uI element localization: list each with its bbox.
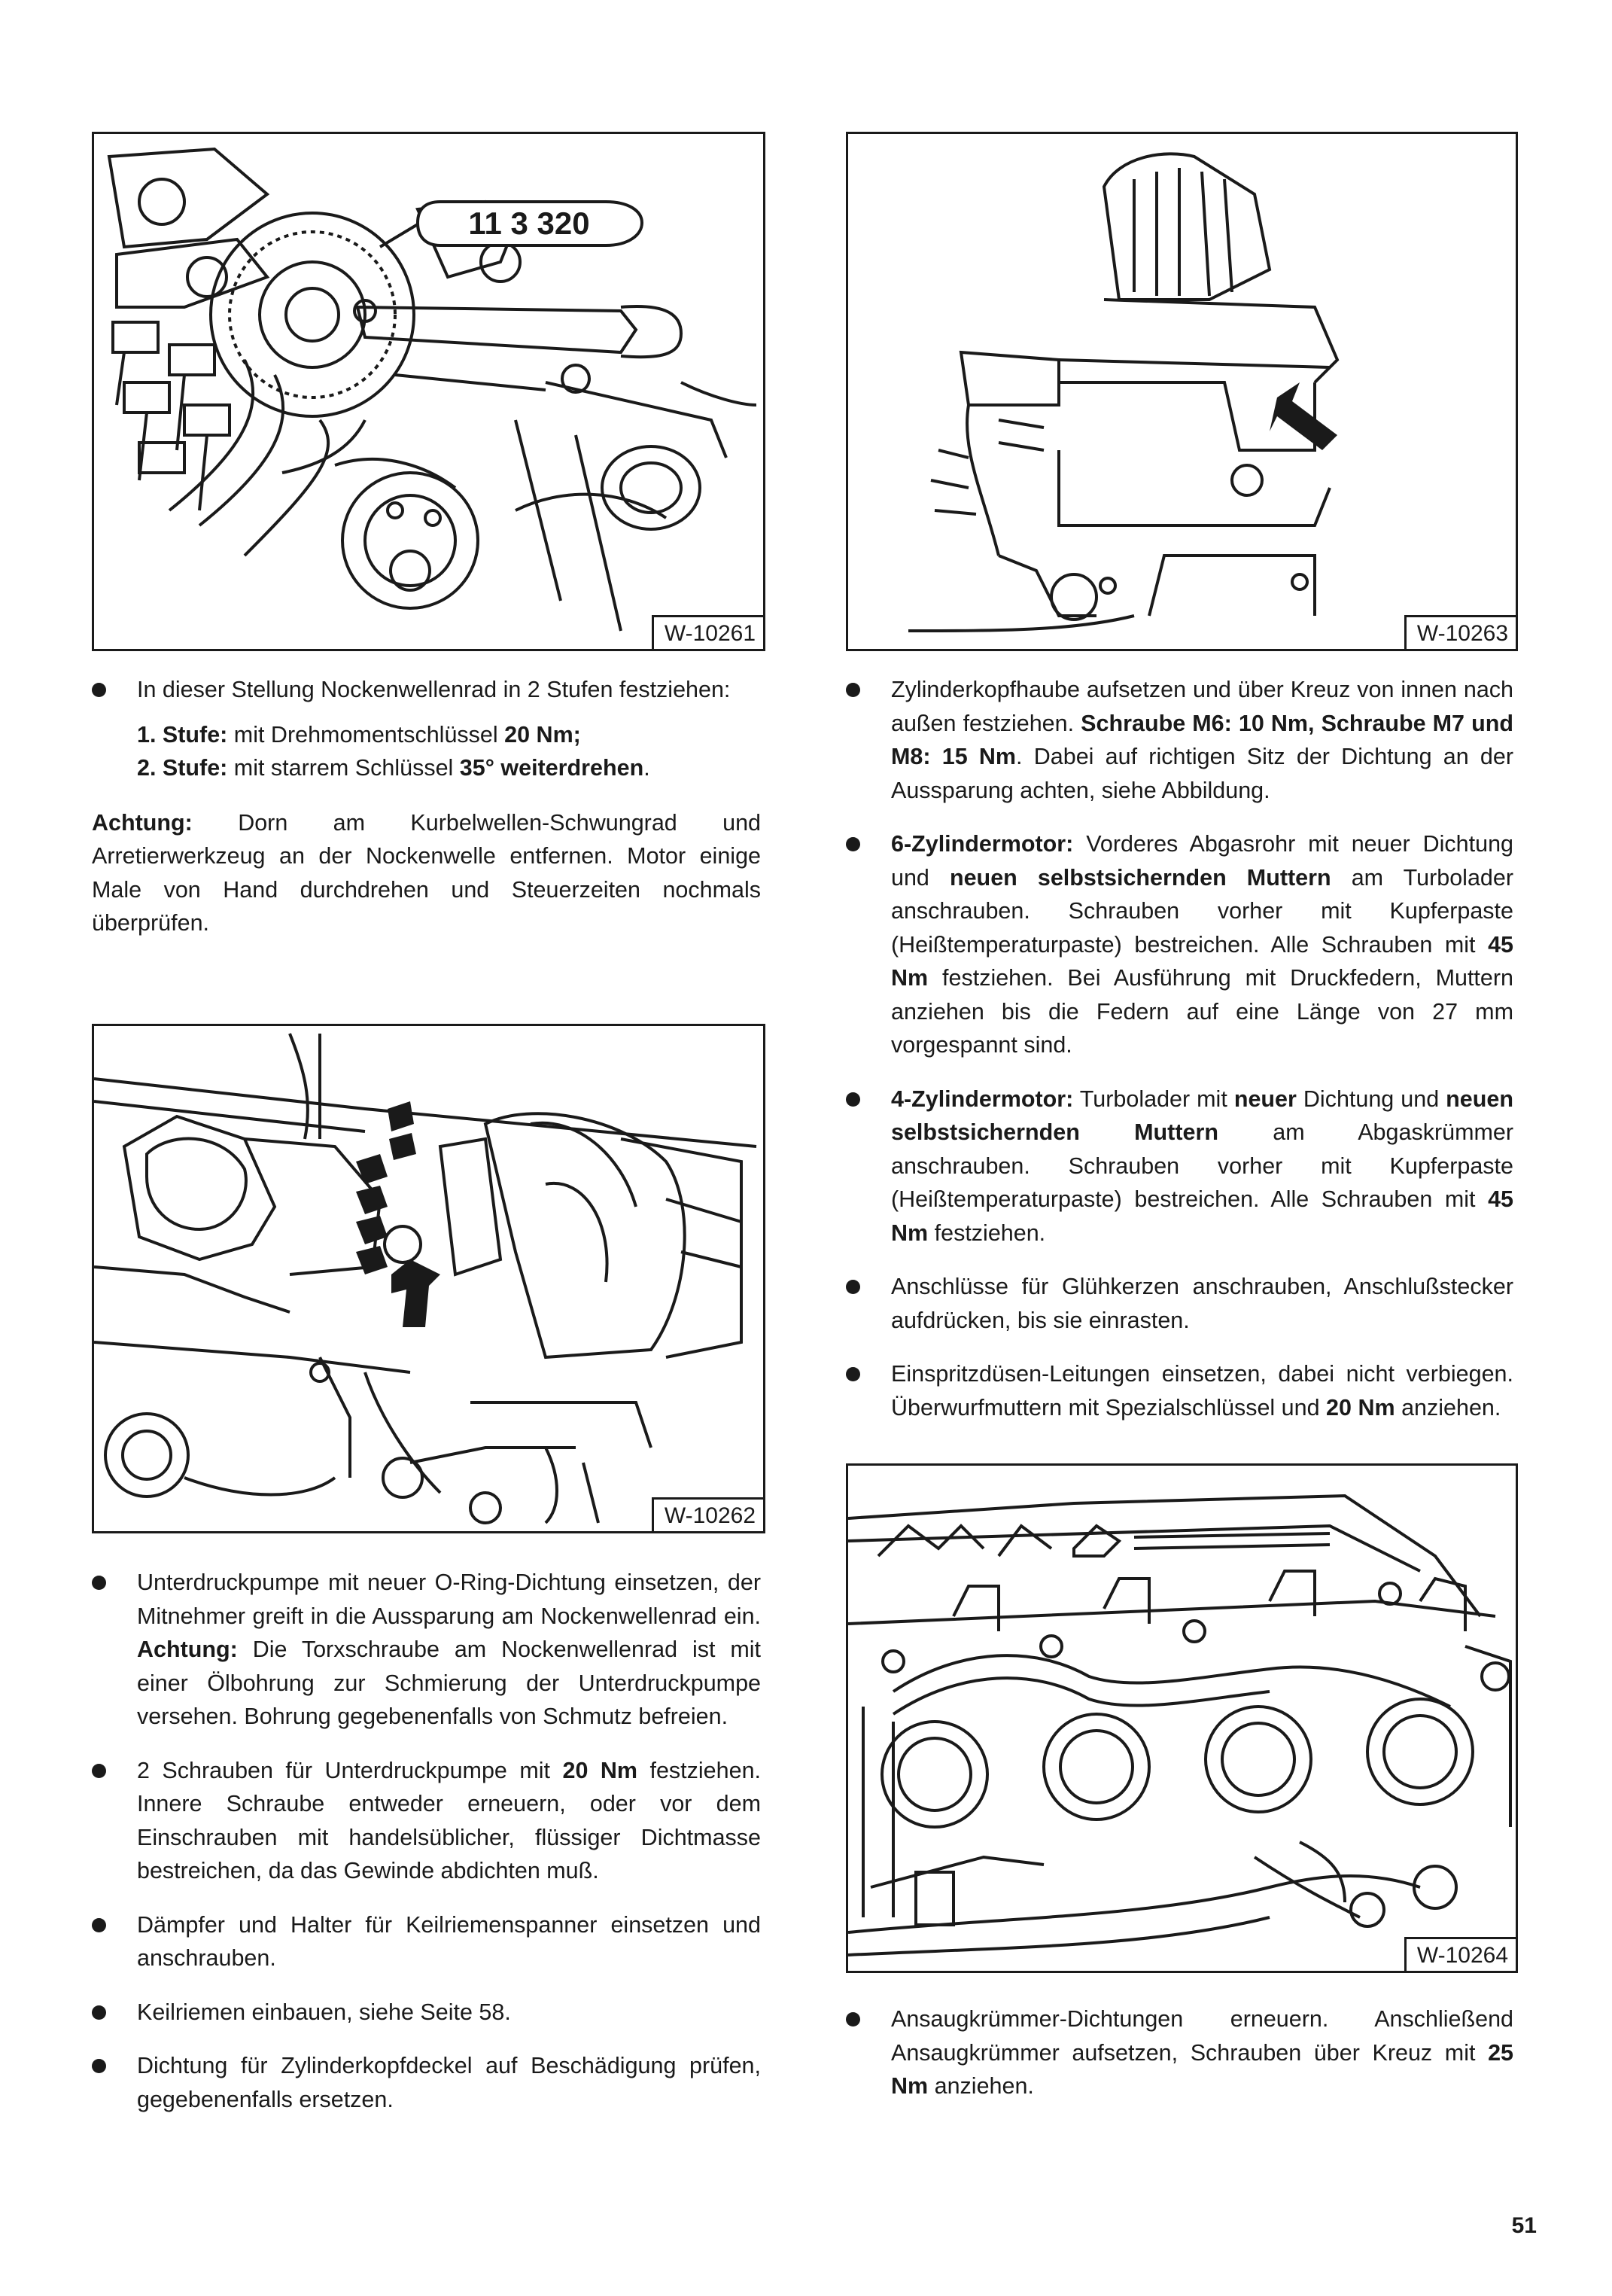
figure-vacuum-pump-drive [92, 1024, 765, 1533]
figure-cylinder-head-cover [846, 132, 1518, 651]
cylinder-head-cover-illustration [848, 134, 1516, 649]
left-column-bottom [92, 1566, 761, 2136]
vacuum-pump-illustration [94, 1026, 763, 1531]
figure-label: W-10263 [1404, 615, 1516, 649]
bullet-injector-lines: Einspritzdüsen-Leitungen einsetzen, dabei nicht verbiegen. Überwurfmuttern mit Spezialschlüssel und 20 Nm anziehen. [846, 1357, 1513, 1424]
right-column-top [846, 673, 1513, 1445]
page-number: 51 [1511, 2213, 1537, 2238]
bullet-icon [92, 1918, 106, 1932]
bullet-vacuum-pump-screws: 2 Schrauben für Unterdruckpumpe mit 20 Nm festziehen. Innere Schraube entweder erneuern, oder vor dem Einschrauben mit handelsüblicher, flüssiger Dichtmasse bestreichen, da das Gewinde abdichten muß. [92, 1754, 761, 1888]
achtung-note: Achtung: Dorn am Kurbelwellen-Schwungrad und Arretierwerkzeug an der Nockenwelle entfernen. Motor einige Male von Hand durchdrehen und Steuerzeiten nochmals überprüfen. [92, 809, 761, 936]
right-column-bottom [846, 2002, 1513, 2124]
bullet-icon [846, 2012, 860, 2027]
bullet-vacuum-pump: Unterdruckpumpe mit neuer O-Ring-Dichtung einsetzen, der Mitnehmer greift in die Aussparung am Nockenwellenrad ein. Achtung: Die Torxschraube am Nockenwellenrad ist mit einer Ölbohrung zur Schmierung der Unterdruckpumpe versehen. Bohrung gegebenenfalls von Schmutz befreien. [92, 1566, 761, 1734]
bullet-intake-manifold: Ansaugkrümmer-Dichtungen erneuern. Anschließend Ansaugkrümmer aufsetzen, Schrauben über Kreuz mit 25 Nm anziehen. [846, 2002, 1513, 2103]
bullet-icon [92, 683, 106, 697]
bullet-icon [846, 1367, 860, 1381]
bullet-damper: Dämpfer und Halter für Keilriemenspanner einsetzen und anschrauben. [92, 1908, 761, 1975]
bullet-icon [92, 1576, 106, 1590]
bullet-icon [846, 1280, 860, 1294]
bullet-icon [92, 2005, 106, 2020]
tightening-stages: 1. Stufe: mit Drehmomentschlüssel 20 Nm; 2. Stufe: mit starrem Schlüssel 35° weiterdrehen. [137, 721, 650, 781]
bullet-head-cover: Zylinderkopfhaube aufsetzen und über Kreuz von innen nach außen festziehen. Schraube M6: 10 Nm, Schraube M7 und M8: 15 Nm. Dabei auf richtigen Sitz der Dichtung an der Aussparung achten, siehe Abbildung. [846, 673, 1513, 807]
figure-label: W-10262 [652, 1497, 763, 1531]
bullet-icon [846, 1092, 860, 1107]
bullet-four-cylinder: 4-Zylindermotor: Turbolader mit neuer Dichtung und neuen selbstsichernden Muttern am Abgaskrümmer anschrauben. Schrauben vorher mit Kupferpaste (Heißtemperaturpaste) bestreichen. Alle Schrauben mit 45 Nm festziehen. [846, 1083, 1513, 1250]
camshaft-sprocket-illustration [94, 134, 763, 649]
bullet-head-cover-gasket: Dichtung für Zylinderkopfdeckel auf Beschädigung prüfen, gegebenenfalls ersetzen. [92, 2049, 761, 2116]
figure-label: W-10264 [1404, 1937, 1516, 1971]
figure-label: W-10261 [652, 615, 763, 649]
bullet-icon [92, 1764, 106, 1778]
bullet-six-cylinder: 6-Zylindermotor: Vorderes Abgasrohr mit neuer Dichtung und neuen selbstsichernden Muttern am Turbolader anschrauben. Schrauben vorher mit Kupferpaste (Heißtemperaturpaste) bestreichen. Alle Schrauben mit 45 Nm festziehen. Bei Ausführung mit Druckfedern, Muttern anziehen bis die Federn auf eine Länge von 27 mm vorgespannt sind. [846, 827, 1513, 1062]
bullet-icon [846, 683, 860, 697]
left-column-top [92, 673, 761, 961]
bullet-icon [846, 837, 860, 851]
bullet-glow-plugs: Anschlüsse für Glühkerzen anschrauben, Anschlußstecker aufdrücken, bis sie einrasten. [846, 1270, 1513, 1337]
figure-camshaft-sprocket-tool [92, 132, 765, 651]
bullet-text: In dieser Stellung Nockenwellenrad in 2 Stufen festziehen: [137, 677, 731, 702]
bullet-camshaft-tightening [92, 673, 761, 707]
intake-manifold-illustration [848, 1466, 1516, 1971]
figure-intake-manifold [846, 1463, 1518, 1973]
bullet-v-belt: Keilriemen einbauen, siehe Seite 58. [92, 1996, 761, 2030]
tool-callout-number: 11 3 320 [468, 206, 590, 241]
bullet-icon [92, 2059, 106, 2073]
